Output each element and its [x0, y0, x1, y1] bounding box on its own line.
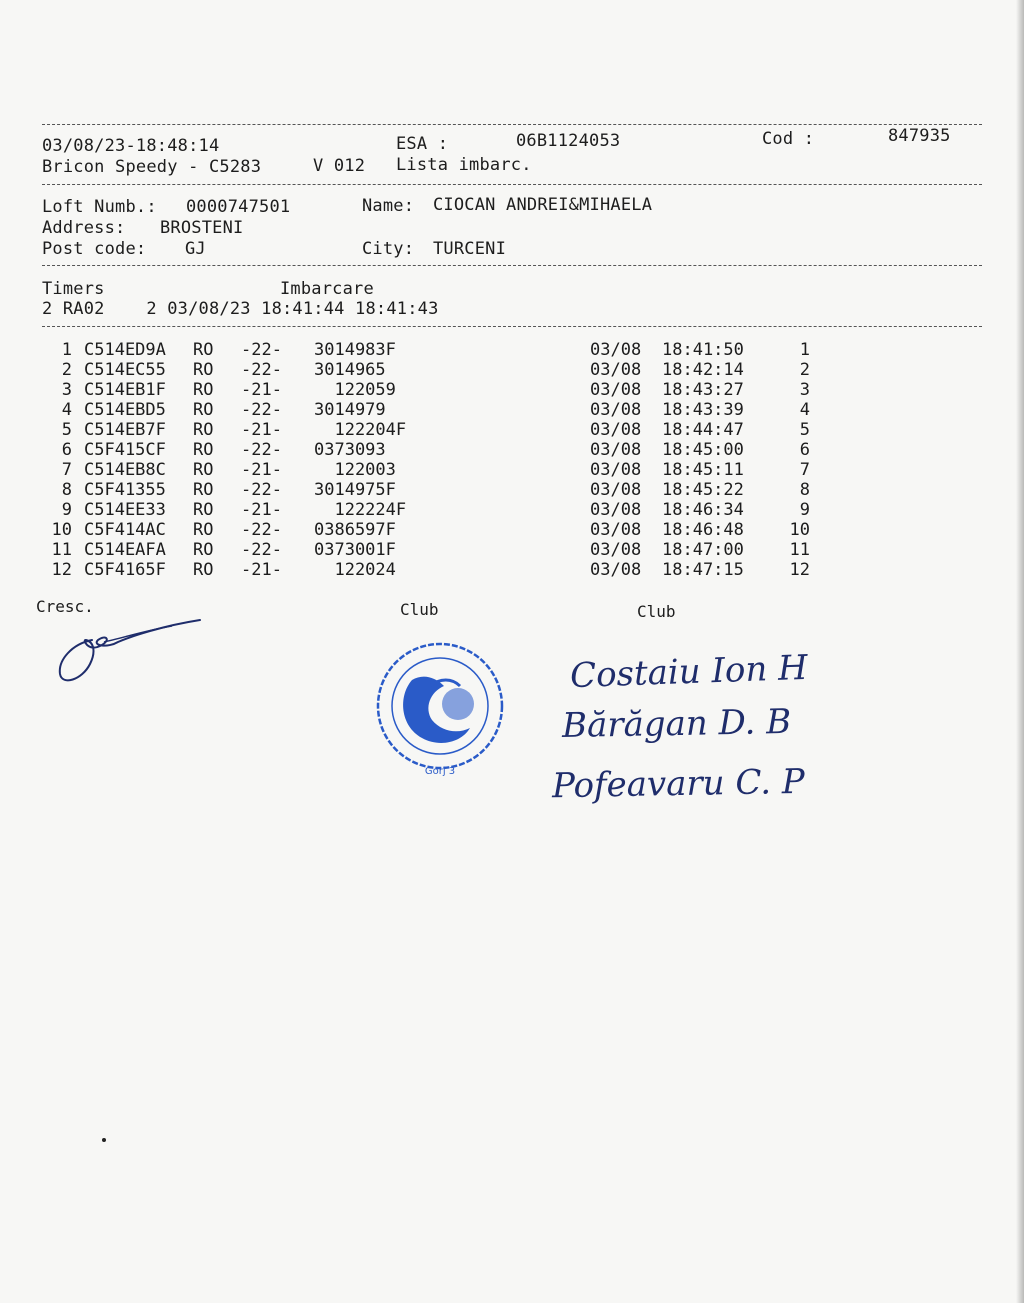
divider	[42, 124, 982, 125]
city-label: City:	[362, 239, 415, 259]
table-row: 4 C514EBD5 RO -22- 3014979 03/08 18:43:39 4	[61, 400, 810, 420]
cod-label: Cod :	[762, 129, 815, 149]
timers-label: Timers	[42, 279, 105, 299]
print-datetime: 03/08/23-18:48:14	[42, 136, 220, 156]
table-row: 6 C5F415CF RO -22- 0373093 03/08 18:45:00 6	[61, 440, 810, 460]
imbarcare-label: Imbarcare	[280, 279, 374, 299]
club-signature-3: Pofeavaru C. P	[551, 761, 806, 807]
table-row: 11 C514EAFA RO -22- 0373001F 03/08 18:47:00 11	[51, 540, 810, 560]
table-row: 2 C514EC55 RO -22- 3014965 03/08 18:42:14 2	[61, 360, 810, 380]
device-name: Bricon Speedy - C5283	[42, 157, 262, 177]
club-stamp	[370, 634, 510, 782]
club-label-right: Club	[637, 602, 676, 621]
table-row: 3 C514EB1F RO -21- 122059 03/08 18:43:27 3	[61, 380, 810, 400]
device-version: V 012	[313, 156, 366, 176]
cod-value: 847935	[888, 126, 951, 146]
club-signature-1: Costaiu Ion H	[569, 647, 809, 697]
breeder-signature	[52, 612, 212, 687]
table-row: 7 C514EB8C RO -21- 122003 03/08 18:45:11 7	[61, 460, 810, 480]
cresc-label: Cresc.	[36, 597, 94, 616]
table-row: 1 C514ED9A RO -22- 3014983F 03/08 18:41:50 1	[61, 340, 810, 360]
stamp-branch: Gorj 3	[424, 766, 456, 777]
paper-edge-shadow	[1016, 0, 1024, 1303]
city-value: TURCENI	[433, 239, 507, 259]
divider	[42, 326, 982, 327]
name-label: Name:	[362, 196, 415, 216]
ink-dot	[102, 1138, 106, 1142]
divider	[42, 184, 982, 185]
club-signature-2: Bărăgan D. B	[561, 702, 792, 746]
esa-value: 06B1124053	[516, 131, 621, 151]
club-label-left: Club	[400, 600, 439, 619]
table-row: 10 C5F414AC RO -22- 0386597F 03/08 18:46:48 10	[51, 520, 810, 540]
postcode-value: GJ	[185, 239, 206, 259]
table-row: 5 C514EB7F RO -21- 122204F 03/08 18:44:47 5	[61, 420, 810, 440]
loft-number: 0000747501	[186, 197, 291, 217]
address-label: Address:	[42, 218, 126, 238]
address-value: BROSTENI	[160, 218, 244, 238]
fancier-name: CIOCAN ANDREI&MIHAELA	[433, 195, 653, 215]
table-row: 12 C5F4165F RO -21- 122024 03/08 18:47:15 12	[51, 560, 810, 580]
esa-label: ESA :	[396, 134, 449, 154]
divider	[42, 265, 982, 266]
table-row: 8 C5F41355 RO -22- 3014975F 03/08 18:45:22 8	[61, 480, 810, 500]
postcode-label: Post code:	[42, 239, 147, 259]
timer-line: 2 RA02 2 03/08/23 18:41:44 18:41:43	[42, 299, 439, 319]
document-title: Lista imbarc.	[396, 155, 532, 175]
loft-number-label: Loft Numb.:	[42, 197, 157, 217]
table-row: 9 C514EE33 RO -21- 122224F 03/08 18:46:34 9	[61, 500, 810, 520]
